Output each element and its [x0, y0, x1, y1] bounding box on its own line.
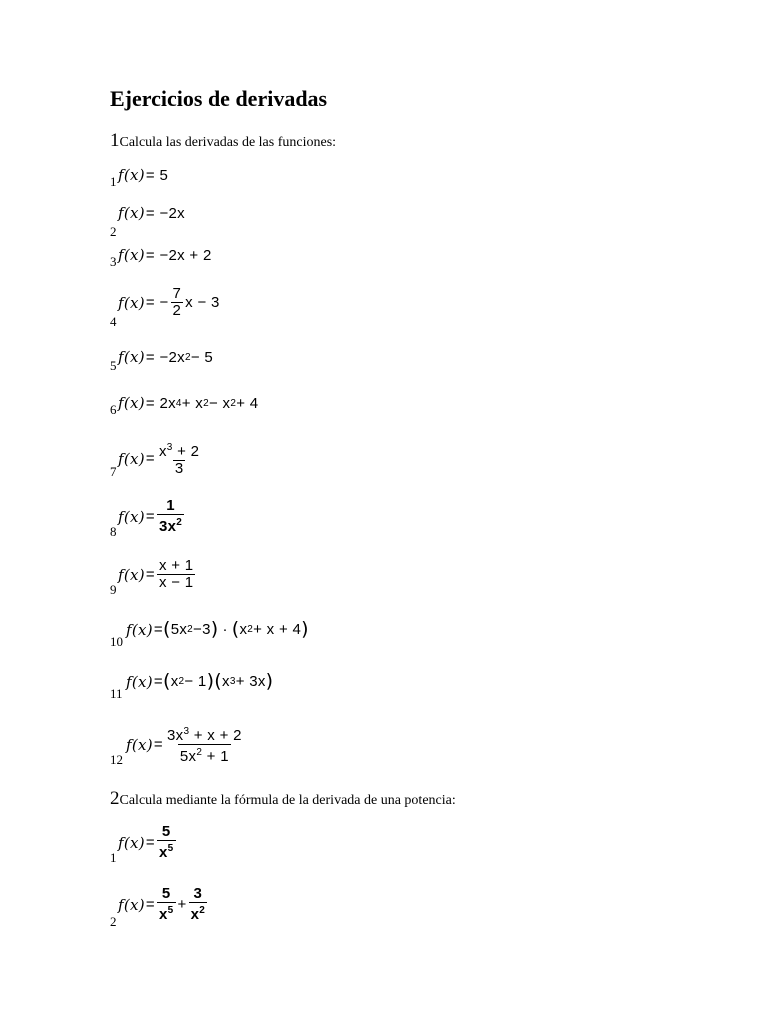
section-text: Calcula mediante la fórmula de la derivada de una potencia:	[119, 793, 456, 808]
numerator: 5	[161, 885, 171, 902]
fraction	[157, 558, 195, 591]
formula	[126, 620, 309, 639]
numerator: x + 1	[158, 557, 194, 574]
equals: =	[145, 834, 155, 851]
exponent: 3	[166, 442, 173, 453]
exercise-number: 2	[110, 224, 117, 239]
exponent: 3	[183, 726, 190, 737]
exponent: 2	[184, 351, 191, 363]
term: −3	[193, 621, 211, 638]
function-lhs: f(x)	[118, 246, 145, 264]
close-paren: )	[210, 618, 219, 640]
formula-rhs: = −2x	[145, 204, 185, 222]
exercise-number: 3	[110, 254, 117, 269]
equals: =	[153, 621, 163, 638]
exercise-number: 12	[110, 752, 123, 767]
term: 3x	[166, 727, 184, 744]
equals: =	[145, 450, 155, 467]
formula-rhs: = −	[145, 294, 169, 311]
close-paren: )	[301, 618, 309, 640]
term: + x	[181, 394, 204, 412]
exponent: 5	[167, 843, 174, 854]
section-1-instruction	[110, 130, 336, 152]
section-number: 1	[110, 130, 120, 151]
function-lhs: f(x)	[118, 348, 145, 366]
fraction	[189, 886, 208, 923]
exponent: 2	[187, 624, 194, 635]
equals: =	[153, 736, 163, 753]
exponent: 3	[229, 676, 236, 687]
function-lhs: f(x)	[118, 565, 145, 584]
denominator-base: x	[190, 906, 200, 923]
exercise-number: 10	[110, 634, 123, 649]
equals: =	[145, 508, 155, 525]
exponent: 5	[167, 905, 174, 916]
formula-tail: x − 3	[185, 294, 220, 311]
term: x	[239, 621, 248, 638]
numerator	[165, 724, 244, 744]
fraction	[165, 724, 244, 765]
exercise-number: 4	[110, 314, 117, 329]
exercise-number: 5	[110, 358, 117, 373]
denominator: 3	[174, 460, 184, 477]
function-lhs: f(x)	[118, 166, 145, 184]
function-lhs: f(x)	[126, 620, 153, 639]
denominator-base: x	[158, 844, 168, 861]
function-lhs: f(x)	[126, 672, 153, 691]
fraction	[157, 824, 176, 861]
exercise-number: 6	[110, 402, 117, 417]
exponent: 2	[199, 905, 206, 916]
formula	[118, 166, 168, 184]
formula	[118, 886, 209, 923]
formula-rhs: = 5	[145, 166, 169, 184]
equals: =	[153, 673, 163, 690]
numerator: 1	[166, 497, 175, 514]
multiplication-dot: ·	[222, 621, 228, 638]
function-lhs: f(x)	[118, 507, 145, 526]
exercise-number: 11	[110, 686, 123, 701]
formula	[118, 286, 220, 319]
denominator: 2	[172, 302, 182, 319]
fraction	[157, 440, 201, 477]
plus-sign: +	[177, 896, 187, 913]
term: + 3x	[235, 673, 266, 690]
formula	[118, 204, 185, 222]
formula	[118, 824, 178, 861]
numerator: 7	[172, 285, 182, 302]
exercise-number: 7	[110, 464, 117, 479]
formula-tail: − 5	[190, 348, 213, 366]
exponent: 2	[178, 676, 185, 687]
denominator-base: 3x	[158, 518, 177, 535]
term: 5x	[170, 621, 188, 638]
numerator-base: x	[158, 443, 167, 460]
formula	[118, 348, 213, 366]
page-title: Ejercicios de derivadas	[110, 86, 328, 111]
formula	[118, 246, 212, 264]
open-paren: (	[162, 670, 171, 692]
section-number: 2	[110, 788, 120, 809]
exercise-number: 1	[110, 174, 117, 189]
function-lhs: f(x)	[118, 293, 145, 312]
formula	[118, 440, 203, 477]
term: − x	[208, 394, 231, 412]
exponent: 2	[247, 624, 254, 635]
formula	[118, 394, 258, 412]
fraction	[157, 498, 184, 535]
denominator	[157, 902, 176, 923]
term: + x + 4	[253, 621, 302, 638]
exponent: 2	[230, 397, 237, 409]
denominator	[178, 744, 231, 765]
term: 5x	[179, 748, 197, 765]
fraction	[171, 286, 184, 319]
denominator: x − 1	[158, 574, 194, 591]
section-2-instruction	[110, 788, 456, 810]
section-text: Calcula las derivadas de las funciones:	[119, 135, 337, 150]
denominator	[189, 902, 208, 923]
formula	[126, 672, 273, 691]
exercise-number: 2	[110, 914, 117, 929]
numerator: 3	[193, 885, 203, 902]
equals: =	[145, 896, 155, 913]
close-paren: )	[206, 670, 215, 692]
term: + 4	[236, 394, 259, 412]
numerator-rest: + 2	[172, 443, 200, 460]
term: = 2x	[145, 394, 176, 412]
exponent: 2	[196, 747, 203, 758]
function-lhs: f(x)	[118, 449, 145, 468]
denominator-base: x	[158, 906, 168, 923]
open-paren: (	[214, 670, 222, 692]
numerator	[157, 440, 201, 460]
term: − 1	[184, 673, 207, 690]
formula	[126, 724, 246, 765]
denominator	[157, 514, 184, 535]
equals: =	[145, 566, 155, 583]
formula-rhs: = −2x	[145, 348, 185, 366]
close-paren: )	[265, 670, 274, 692]
exponent: 2	[176, 517, 183, 528]
formula	[118, 558, 197, 591]
term: + x + 2	[189, 727, 242, 744]
exercise-number: 1	[110, 850, 117, 865]
term: x	[170, 673, 179, 690]
exponent: 2	[203, 397, 209, 409]
fraction	[157, 886, 176, 923]
numerator: 5	[161, 823, 171, 840]
function-lhs: f(x)	[118, 204, 145, 222]
function-lhs: f(x)	[118, 833, 145, 852]
term: + 1	[202, 748, 229, 765]
open-paren: (	[231, 618, 240, 640]
function-lhs: f(x)	[118, 895, 145, 914]
exercise-number: 9	[110, 582, 117, 597]
formula-rhs: = −2x + 2	[145, 246, 212, 264]
exercise-number: 8	[110, 524, 117, 539]
open-paren: (	[162, 618, 171, 640]
term: x	[222, 673, 230, 690]
exponent: 4	[175, 397, 182, 409]
function-lhs: f(x)	[126, 735, 153, 754]
function-lhs: f(x)	[118, 394, 145, 412]
formula	[118, 498, 186, 535]
denominator	[157, 840, 176, 861]
